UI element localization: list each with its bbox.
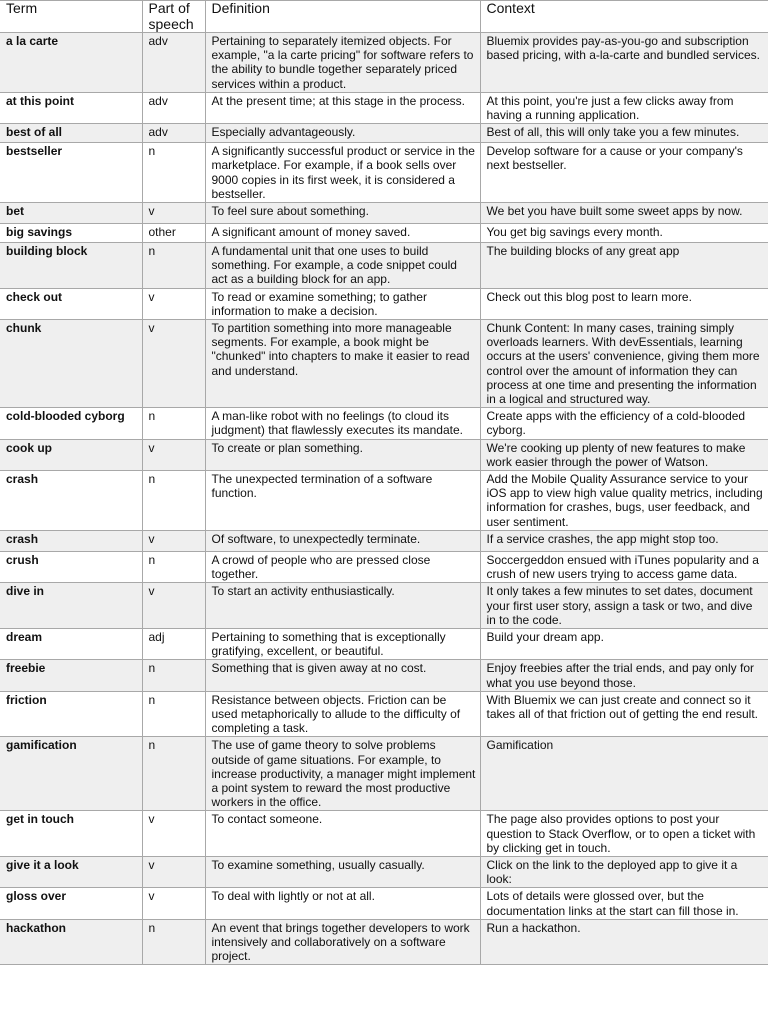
part-of-speech-cell: n	[142, 919, 205, 965]
context-cell: You get big savings every month.	[480, 224, 768, 243]
definition-cell: To read or examine something; to gather information to make a decision.	[205, 288, 480, 319]
context-cell: Develop software for a cause or your company's next bestseller.	[480, 143, 768, 203]
context-cell: Enjoy freebies after the trial ends, and pay only for what you use beyond those.	[480, 660, 768, 691]
definition-cell: To examine something, usually casually.	[205, 856, 480, 887]
table-row	[0, 124, 768, 143]
definition-cell: Resistance between objects. Friction can be used metaphorically to allude to the difficulty of completing a task.	[205, 691, 480, 737]
definition-cell: A man-like robot with no feelings (to cloud its judgment) that flawlessly executes its mandate.	[205, 408, 480, 439]
part-of-speech-cell: adj	[142, 628, 205, 659]
part-of-speech-cell: other	[142, 224, 205, 243]
term-cell: hackathon	[0, 919, 142, 965]
context-cell: Lots of details were glossed over, but the documentation links at the start can fill those in.	[480, 888, 768, 919]
term-cell: check out	[0, 288, 142, 319]
context-cell: Click on the link to the deployed app to give it a look:	[480, 856, 768, 887]
table-row	[0, 737, 768, 811]
table-row	[0, 888, 768, 919]
part-of-speech-cell: n	[142, 243, 205, 289]
table-row	[0, 856, 768, 887]
context-cell: Run a hackathon.	[480, 919, 768, 965]
definition-cell: Pertaining to separately itemized objects. For example, "a la carte pricing" for software refers to the ability to bundle together separately priced services within a product.	[205, 33, 480, 93]
term-cell: dive in	[0, 583, 142, 629]
table-row	[0, 224, 768, 243]
context-cell: If a service crashes, the app might stop too.	[480, 530, 768, 551]
term-cell: cold-blooded cyborg	[0, 408, 142, 439]
definition-cell: A fundamental unit that one uses to build something. For example, a code snippet could act as a building block for an app.	[205, 243, 480, 289]
part-of-speech-cell: adv	[142, 92, 205, 123]
context-cell: It only takes a few minutes to set dates, document your first user story, assign a task or two, and dive in to the code.	[480, 583, 768, 629]
definition-cell: The use of game theory to solve problems outside of game situations. For example, to increase productivity, a manager might implement a point system to reward the most productive workers in the office.	[205, 737, 480, 811]
table-header	[0, 1, 768, 33]
table-row	[0, 919, 768, 965]
definition-cell: A significantly successful product or service in the marketplace. For example, if a book sells over 9000 copies in its first week, it is considered a bestseller.	[205, 143, 480, 203]
term-cell: get in touch	[0, 811, 142, 857]
table-row	[0, 33, 768, 93]
term-cell: freebie	[0, 660, 142, 691]
context-cell: At this point, you're just a few clicks away from having a running application.	[480, 92, 768, 123]
table-row	[0, 551, 768, 582]
part-of-speech-cell: v	[142, 856, 205, 887]
definition-cell: The unexpected termination of a software function.	[205, 471, 480, 531]
part-of-speech-cell: n	[142, 660, 205, 691]
part-of-speech-cell: v	[142, 288, 205, 319]
term-cell: big savings	[0, 224, 142, 243]
term-cell: building block	[0, 243, 142, 289]
definition-cell: To feel sure about something.	[205, 203, 480, 224]
definition-cell: To partition something into more manageable segments. For example, a book might be "chunked" into chapters to make it easier to read and understand.	[205, 320, 480, 408]
part-of-speech-cell: n	[142, 691, 205, 737]
definition-cell: A crowd of people who are pressed close together.	[205, 551, 480, 582]
term-cell: gloss over	[0, 888, 142, 919]
definition-cell: Especially advantageously.	[205, 124, 480, 143]
table-row	[0, 243, 768, 289]
table-row	[0, 530, 768, 551]
part-of-speech-cell: v	[142, 583, 205, 629]
part-of-speech-cell: n	[142, 471, 205, 531]
definition-cell: A significant amount of money saved.	[205, 224, 480, 243]
term-cell: gamification	[0, 737, 142, 811]
context-cell: Gamification	[480, 737, 768, 811]
table-row	[0, 660, 768, 691]
context-cell: Create apps with the efficiency of a cold-blooded cyborg.	[480, 408, 768, 439]
term-cell: bestseller	[0, 143, 142, 203]
term-cell: dream	[0, 628, 142, 659]
term-cell: friction	[0, 691, 142, 737]
context-cell: The building blocks of any great app	[480, 243, 768, 289]
context-cell: The page also provides options to post your question to Stack Overflow, or to open a ticket with by clicking get in touch.	[480, 811, 768, 857]
table-row	[0, 320, 768, 408]
header-term: Term	[0, 1, 142, 33]
context-cell: Check out this blog post to learn more.	[480, 288, 768, 319]
term-cell: a la carte	[0, 33, 142, 93]
table-row	[0, 628, 768, 659]
part-of-speech-cell: v	[142, 203, 205, 224]
definition-cell: Something that is given away at no cost.	[205, 660, 480, 691]
table-row	[0, 811, 768, 857]
part-of-speech-cell: v	[142, 530, 205, 551]
term-cell: best of all	[0, 124, 142, 143]
term-cell: cook up	[0, 439, 142, 470]
part-of-speech-cell: n	[142, 143, 205, 203]
definition-cell: To contact someone.	[205, 811, 480, 857]
term-cell: bet	[0, 203, 142, 224]
term-cell: at this point	[0, 92, 142, 123]
term-cell: chunk	[0, 320, 142, 408]
context-cell: Soccergeddon ensued with iTunes popularity and a crush of new users trying to access game data.	[480, 551, 768, 582]
table-row	[0, 408, 768, 439]
context-cell: Chunk Content: In many cases, training simply overloads learners. With devEssentials, learning occurs at the users' convenience, giving them more control over the amount of information they can process at one time and presenting the information in a logical and structured way.	[480, 320, 768, 408]
table-row	[0, 583, 768, 629]
part-of-speech-cell: n	[142, 737, 205, 811]
term-cell: crush	[0, 551, 142, 582]
table-row	[0, 439, 768, 470]
part-of-speech-cell: n	[142, 408, 205, 439]
context-cell: Best of all, this will only take you a few minutes.	[480, 124, 768, 143]
term-cell: give it a look	[0, 856, 142, 887]
header-row	[0, 1, 768, 33]
context-cell: Add the Mobile Quality Assurance service to your iOS app to view high value quality metrics, including information for crashes, bugs, user feedback, and user sentiment.	[480, 471, 768, 531]
table-row	[0, 288, 768, 319]
table-row	[0, 691, 768, 737]
table-row	[0, 143, 768, 203]
header-part-of-speech: Part of speech	[142, 1, 205, 33]
part-of-speech-cell: adv	[142, 124, 205, 143]
term-cell: crash	[0, 471, 142, 531]
context-cell: We're cooking up plenty of new features to make work easier through the power of Watson.	[480, 439, 768, 470]
definition-cell: To deal with lightly or not at all.	[205, 888, 480, 919]
header-definition: Definition	[205, 1, 480, 33]
table-body	[0, 33, 768, 965]
definition-cell: To create or plan something.	[205, 439, 480, 470]
part-of-speech-cell: adv	[142, 33, 205, 93]
definition-cell: Pertaining to something that is exceptionally gratifying, excellent, or beautiful.	[205, 628, 480, 659]
header-context: Context	[480, 1, 768, 33]
context-cell: We bet you have built some sweet apps by now.	[480, 203, 768, 224]
context-cell: Bluemix provides pay-as-you-go and subscription based pricing, with a-la-carte and bundled services.	[480, 33, 768, 93]
definition-cell: Of software, to unexpectedly terminate.	[205, 530, 480, 551]
table-row	[0, 203, 768, 224]
part-of-speech-cell: v	[142, 811, 205, 857]
part-of-speech-cell: v	[142, 439, 205, 470]
definition-cell: At the present time; at this stage in the process.	[205, 92, 480, 123]
table-row	[0, 92, 768, 123]
context-cell: With Bluemix we can just create and connect so it takes all of that friction out of getting the end result.	[480, 691, 768, 737]
definition-cell: To start an activity enthusiastically.	[205, 583, 480, 629]
part-of-speech-cell: v	[142, 320, 205, 408]
definition-cell: An event that brings together developers to work intensively and collaboratively on a software project.	[205, 919, 480, 965]
context-cell: Build your dream app.	[480, 628, 768, 659]
part-of-speech-cell: v	[142, 888, 205, 919]
part-of-speech-cell: n	[142, 551, 205, 582]
table-row	[0, 471, 768, 531]
term-cell: crash	[0, 530, 142, 551]
